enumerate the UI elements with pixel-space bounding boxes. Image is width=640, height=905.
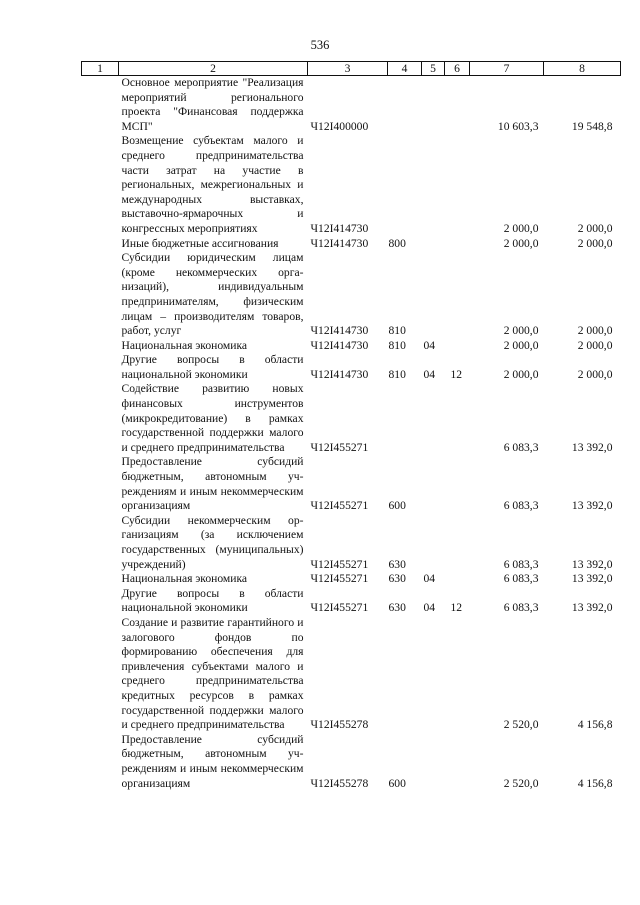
column-header: 7 — [470, 62, 544, 76]
description-cell: Основное мероприятие "Реализация мероприятий регионального проекта "Финансовая поддержка МСП" — [121, 76, 304, 133]
expense-group-cell: 810 — [388, 367, 406, 381]
row-number-cell — [82, 514, 119, 572]
amount-col7-cell: 2 000,0 — [503, 236, 539, 250]
expense-group-cell — [388, 382, 422, 455]
section-cell — [422, 251, 445, 339]
amount-col7-cell: 6 083,3 — [503, 440, 539, 454]
row-number-cell — [82, 455, 119, 513]
row-number-cell — [82, 76, 119, 135]
target-code-cell: Ч12I414730 — [310, 367, 369, 381]
amount-col7-cell: 6 083,3 — [503, 601, 539, 615]
subsection-cell — [445, 616, 470, 733]
subsection-cell — [445, 339, 470, 354]
target-code-cell: Ч12I455278 — [310, 776, 369, 790]
amount-col8-cell: 4 156,8 — [577, 776, 613, 790]
expense-group-cell — [388, 76, 422, 135]
amount-col8-cell: 13 392,0 — [571, 440, 613, 454]
expense-group-cell — [388, 134, 422, 236]
amount-col8-cell: 4 156,8 — [577, 718, 613, 732]
target-code-cell: Ч12I414730 — [310, 236, 369, 250]
description-cell: Создание и развитие гарантийного и залогового фондов по формированию обеспечения для привлечения субъектами малого и среднего предпринимательства кредитных ресурсов в рамках государственной поддержки малого и среднего предпринимательства — [121, 615, 304, 732]
amount-col7-cell: 2 000,0 — [503, 324, 539, 338]
budget-table — [81, 61, 621, 791]
row-number-cell — [82, 353, 119, 382]
expense-group-cell: 630 — [388, 557, 406, 571]
table-row — [82, 339, 621, 354]
row-number-cell — [82, 616, 119, 733]
section-cell — [422, 237, 445, 252]
description-cell: Предоставление субсидий бюджетным, автономным учреждениям и иным некоммерческим организациям — [121, 455, 304, 513]
expense-group-cell: 600 — [388, 776, 406, 790]
target-code-cell: Ч12I414730 — [310, 221, 369, 235]
column-header: 6 — [445, 62, 470, 76]
subsection-cell: 12 — [450, 367, 463, 381]
table-row — [82, 353, 621, 382]
subsection-cell — [445, 455, 470, 513]
amount-col7-cell: 6 083,3 — [503, 499, 539, 513]
expense-group-cell: 810 — [388, 324, 406, 338]
subsection-cell — [445, 572, 470, 587]
description-cell: Другие вопросы в области национальной экономики — [121, 353, 304, 381]
table-row — [82, 572, 621, 587]
target-code-cell: Ч12I414730 — [310, 324, 369, 338]
target-code-cell: Ч12I400000 — [310, 119, 369, 133]
page-number: 536 — [310, 38, 330, 52]
section-cell — [422, 514, 445, 572]
subsection-cell — [445, 382, 470, 455]
description-cell: Возмещение субъектам малого и среднего предпринимательства части затрат на участие в региональных, межрегиональных и международных выставках, выставочно-ярмарочных и конгрессных мероприятиях — [121, 134, 304, 235]
table-row — [82, 76, 621, 135]
amount-col7-cell: 2 000,0 — [503, 338, 539, 352]
section-cell: 04 — [423, 572, 436, 586]
column-header: 8 — [544, 62, 621, 76]
row-number-cell — [82, 237, 119, 252]
target-code-cell: Ч12I455271 — [310, 499, 369, 513]
subsection-cell: 12 — [450, 601, 463, 615]
section-cell: 04 — [423, 338, 436, 352]
expense-group-cell: 600 — [388, 499, 406, 513]
table-row — [82, 514, 621, 572]
amount-col7-cell: 2 520,0 — [503, 718, 539, 732]
amount-col7-cell: 10 603,3 — [497, 119, 539, 133]
target-code-cell: Ч12I455271 — [310, 601, 369, 615]
row-number-cell — [82, 733, 119, 791]
description-cell: Содействие развитию новых финансовых инструментов (микрокредитование) в рамках государственной поддержки малого и среднего предпринимательства — [121, 382, 304, 454]
table-row — [82, 237, 621, 252]
section-cell — [422, 76, 445, 135]
column-header: 1 — [82, 62, 119, 76]
subsection-cell — [445, 251, 470, 339]
amount-col7-cell: 2 000,0 — [503, 367, 539, 381]
subsection-cell — [445, 134, 470, 236]
section-cell — [422, 616, 445, 733]
amount-col8-cell: 13 392,0 — [571, 557, 613, 571]
table-row — [82, 382, 621, 455]
target-code-cell: Ч12I455271 — [310, 572, 369, 586]
section-cell — [422, 733, 445, 791]
table-row — [82, 455, 621, 513]
amount-col8-cell: 13 392,0 — [571, 572, 613, 586]
row-number-cell — [82, 587, 119, 616]
section-cell — [422, 455, 445, 513]
subsection-cell — [445, 733, 470, 791]
amount-col8-cell: 13 392,0 — [571, 499, 613, 513]
subsection-cell — [445, 237, 470, 252]
expense-group-cell: 810 — [388, 338, 406, 352]
amount-col8-cell: 2 000,0 — [577, 338, 613, 352]
description-cell: Субсидии некоммерческим организациям (за исключением государственных (муниципальных) учреждений) — [121, 513, 304, 571]
amount-col8-cell: 13 392,0 — [571, 601, 613, 615]
row-number-cell — [82, 572, 119, 587]
column-header: 4 — [388, 62, 422, 76]
table-header — [82, 62, 621, 76]
amount-col8-cell: 2 000,0 — [577, 324, 613, 338]
description-cell: Субсидии юридическим лицам (кроме некоммерческих организаций), индивидуальным предпринимателям, физическим лицам – производителям товаров, работ, услуг — [121, 251, 304, 338]
section-cell: 04 — [423, 601, 436, 615]
row-number-cell — [82, 134, 119, 236]
description-cell: Национальная экономика — [121, 338, 248, 352]
row-number-cell — [82, 251, 119, 339]
section-cell: 04 — [423, 367, 436, 381]
amount-col7-cell: 6 083,3 — [503, 557, 539, 571]
target-code-cell: Ч12I414730 — [310, 338, 369, 352]
column-header: 5 — [422, 62, 445, 76]
target-code-cell: Ч12I455278 — [310, 718, 369, 732]
description-cell: Иные бюджетные ассигнования — [121, 236, 279, 250]
amount-col8-cell: 2 000,0 — [577, 236, 613, 250]
expense-group-cell: 630 — [388, 572, 406, 586]
table-row — [82, 134, 621, 236]
target-code-cell: Ч12I455271 — [310, 440, 369, 454]
table-row — [82, 733, 621, 791]
amount-col8-cell: 2 000,0 — [577, 221, 613, 235]
column-header: 2 — [119, 62, 308, 76]
column-header: 3 — [308, 62, 388, 76]
table-row — [82, 587, 621, 616]
description-cell: Другие вопросы в области национальной экономики — [121, 586, 304, 615]
table-row — [82, 616, 621, 733]
subsection-cell — [445, 514, 470, 572]
table-row — [82, 251, 621, 339]
description-cell: Предоставление субсидий бюджетным, автономным учреждениям и иным некоммерческим организациям — [121, 732, 304, 790]
row-number-cell — [82, 382, 119, 455]
target-code-cell: Ч12I455271 — [310, 557, 369, 571]
amount-col7-cell: 2 520,0 — [503, 776, 539, 790]
subsection-cell — [445, 76, 470, 135]
amount-col7-cell: 6 083,3 — [503, 572, 539, 586]
section-cell — [422, 382, 445, 455]
description-cell: Национальная экономика — [121, 572, 248, 586]
section-cell — [422, 134, 445, 236]
amount-col8-cell: 2 000,0 — [577, 367, 613, 381]
amount-col7-cell: 2 000,0 — [503, 221, 539, 235]
expense-group-cell: 800 — [388, 236, 406, 250]
expense-group-cell — [388, 616, 422, 733]
table-body — [82, 76, 621, 792]
expense-group-cell: 630 — [388, 601, 406, 615]
amount-col8-cell: 19 548,8 — [571, 119, 613, 133]
row-number-cell — [82, 339, 119, 354]
header-row — [82, 62, 621, 76]
